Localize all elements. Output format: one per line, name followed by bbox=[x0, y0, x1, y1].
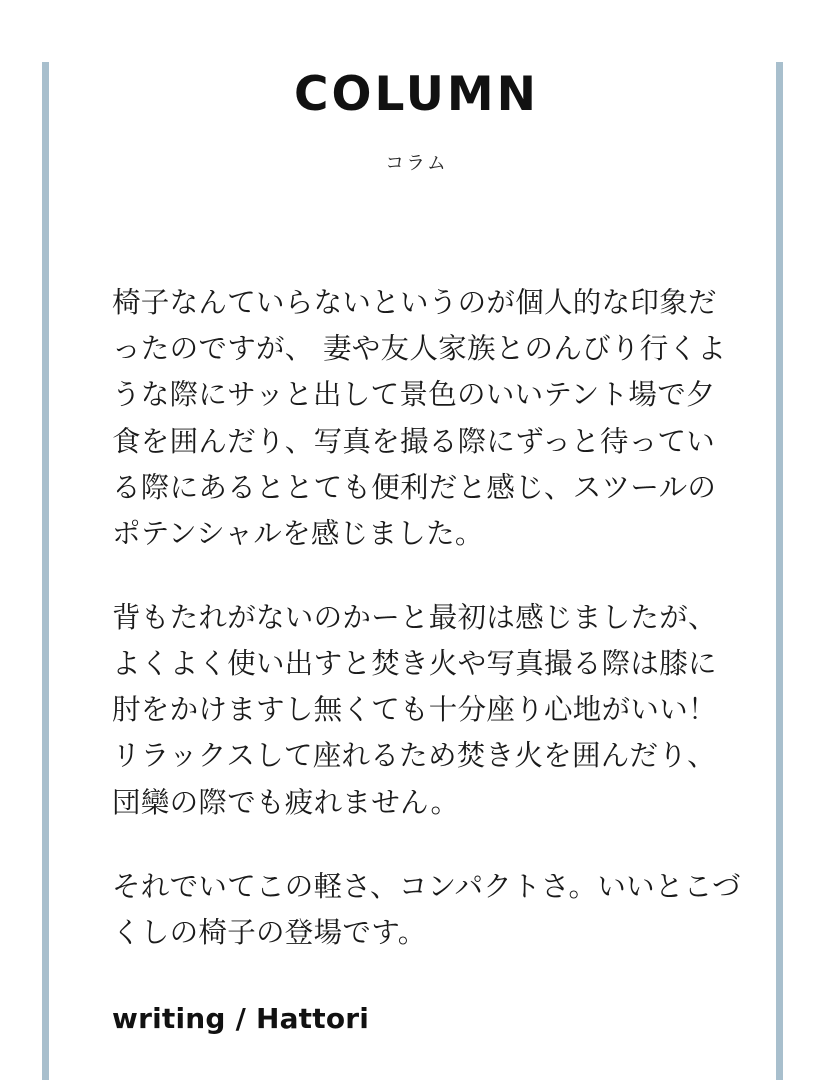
page-subtitle: コラム bbox=[385, 153, 448, 175]
article-body bbox=[80, 280, 753, 956]
content-container bbox=[80, 60, 753, 1035]
article-paragraph: それでいてこの軽さ、コンパクトさ。いいとこづくしの椅子の登場です。 bbox=[112, 869, 741, 949]
page-title: COLUMN bbox=[294, 67, 539, 122]
article-paragraph: 背もたれがないのかーと最初は感じましたが、よくよく使い出すと焚き火や写真撮る際は膝に肘をかけますし無くても十分座り心地がいい！ リラックスして座れるため焚き火を囲んだり、団欒の際でも疲れません。 bbox=[112, 600, 717, 819]
article-paragraph: 椅子なんていらないというのが個人的な印象だったのですが、 妻や友人家族とのんびり行くような際にサッと出して景色のいいテント場で夕食を囲んだり、写真を撮る際にずっと待っている際にあるととても便利だと感じ、スツールのポテンシャルを感じました。 bbox=[112, 286, 727, 550]
left-accent-rule bbox=[42, 62, 49, 1080]
right-accent-rule bbox=[776, 62, 783, 1080]
author-signature: writing / Hattori bbox=[112, 1002, 370, 1036]
